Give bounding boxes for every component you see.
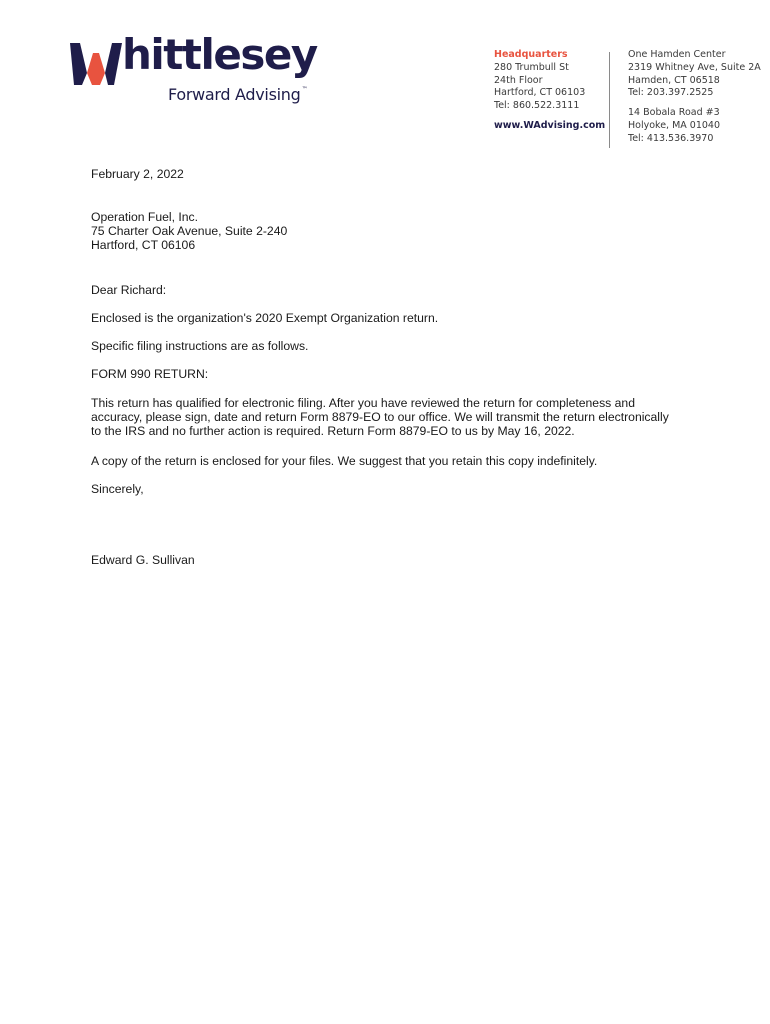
tagline-text: Forward Advising bbox=[168, 85, 301, 104]
logo-w-mark-icon bbox=[70, 43, 126, 85]
recipient-street: 75 Charter Oak Avenue, Suite 2-240 bbox=[91, 224, 288, 238]
logo-tagline bbox=[168, 87, 307, 103]
body-paragraph: A copy of the return is enclosed for your files. We suggest that you retain this copy indefinitely. bbox=[91, 454, 598, 468]
holyoke-address-line: Holyoke, MA 01040 bbox=[628, 119, 721, 131]
holyoke-address-line: 14 Bobala Road #3 bbox=[628, 107, 720, 119]
hq-phone: Tel: 860.522.3111 bbox=[494, 100, 580, 112]
hamden-address-line: One Hamden Center bbox=[628, 49, 726, 60]
logo-wordmark: hittlesey bbox=[122, 30, 317, 79]
body-paragraph: This return has qualified for electronic filing. After you have reviewed the return for completeness and accuracy, please sign, date and return Form 8879-EO to our office. We will transmit the return electronically to the IRS and no further action is required. Return Form 8879-EO to us by May 16, 2022. bbox=[91, 396, 669, 438]
hq-address-line: 280 Trumbull St bbox=[494, 61, 569, 73]
hq-address-line: Hartford, CT 06103 bbox=[494, 87, 586, 99]
recipient-name: Operation Fuel, Inc. bbox=[91, 210, 199, 224]
headquarters-title: Headquarters bbox=[494, 49, 568, 60]
letter-date: February 2, 2022 bbox=[91, 167, 184, 181]
hq-address-line: 24th Floor bbox=[494, 74, 543, 86]
form-heading: FORM 990 RETURN: bbox=[91, 367, 209, 381]
hamden-phone: Tel: 203.397.2525 bbox=[628, 87, 714, 99]
holyoke-phone: Tel: 413.536.3970 bbox=[628, 132, 714, 144]
address-divider bbox=[609, 52, 610, 148]
hamden-address-line: 2319 Whitney Ave, Suite 2A bbox=[628, 61, 761, 73]
hamden-address-line: Hamden, CT 06518 bbox=[628, 74, 720, 86]
body-paragraph: Enclosed is the organization's 2020 Exempt Organization return. bbox=[91, 311, 439, 325]
salutation: Dear Richard: bbox=[91, 283, 167, 297]
closing: Sincerely, bbox=[91, 482, 144, 496]
recipient-city: Hartford, CT 06106 bbox=[91, 238, 196, 252]
body-paragraph: Specific filing instructions are as follows. bbox=[91, 339, 309, 353]
trademark-symbol: ™ bbox=[301, 86, 308, 93]
address-spacer bbox=[628, 100, 761, 107]
branch-addresses bbox=[628, 49, 761, 146]
signer-name: Edward G. Sullivan bbox=[91, 553, 195, 567]
company-logo bbox=[70, 30, 340, 112]
website-link[interactable]: www.WAdvising.com bbox=[494, 119, 606, 131]
headquarters-address bbox=[494, 49, 605, 133]
recipient-address bbox=[91, 210, 287, 252]
